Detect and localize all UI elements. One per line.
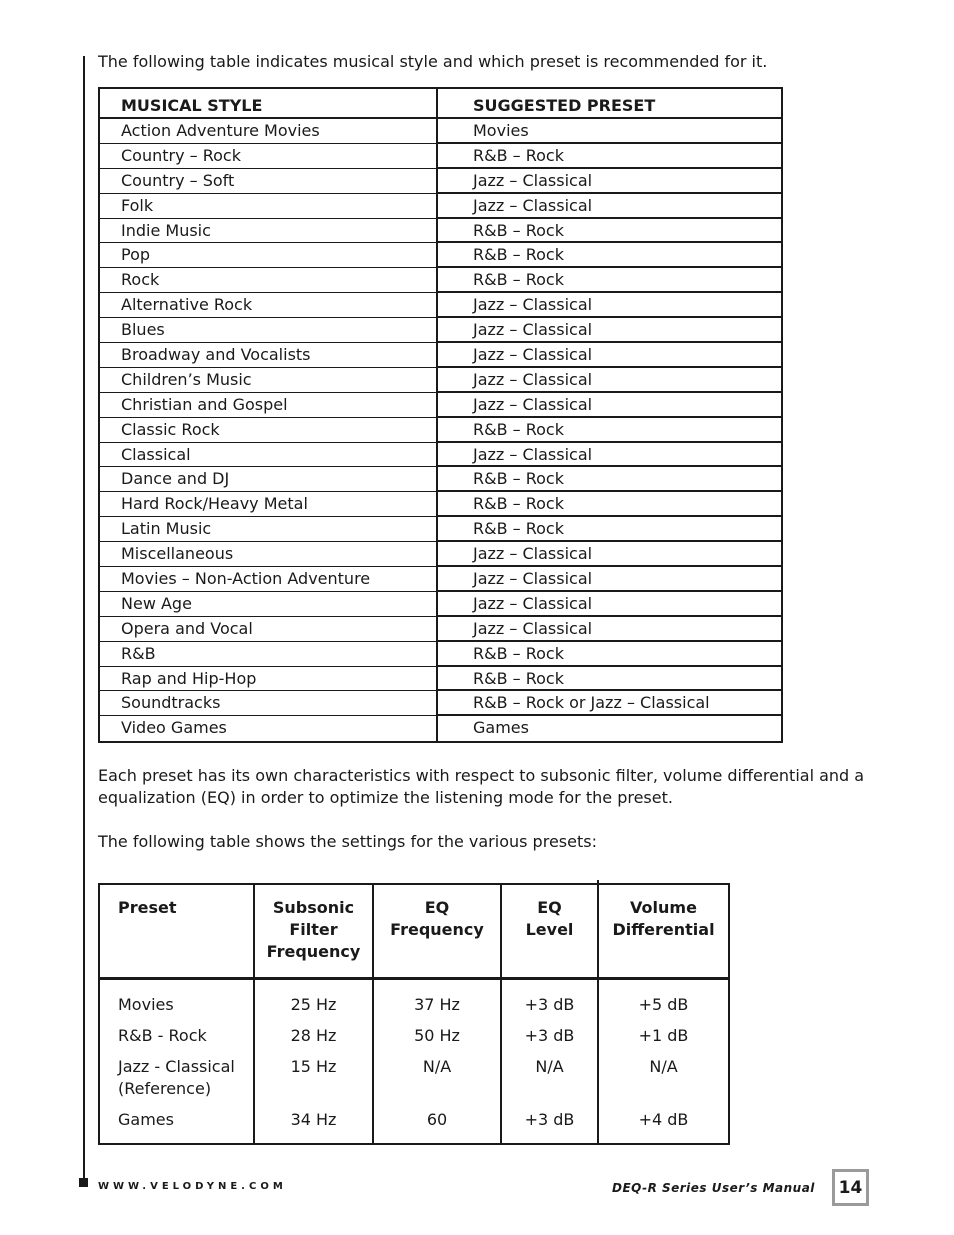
table-row — [100, 443, 781, 468]
preset-name-note: (Reference) — [118, 1079, 212, 1098]
suggested-preset-cell: Jazz – Classical — [438, 542, 781, 567]
column-header-subsonic — [255, 885, 374, 977]
table-row — [100, 243, 781, 268]
eq-level-column — [502, 980, 599, 1143]
musical-style-cell: Miscellaneous — [100, 542, 438, 567]
musical-style-cell: Movies – Non-Action Adventure — [100, 567, 438, 592]
subsonic-value: 25 Hz — [290, 995, 337, 1014]
table-row — [100, 642, 781, 667]
suggested-preset-cell: Jazz – Classical — [438, 194, 781, 219]
musical-style-cell: Soundtracks — [100, 691, 438, 716]
volume-value: +1 dB — [638, 1026, 689, 1045]
table-row — [100, 169, 781, 194]
musical-style-cell: Christian and Gospel — [100, 393, 438, 418]
suggested-preset-cell: Jazz – Classical — [438, 368, 781, 393]
suggested-preset-cell: R&B – Rock or Jazz – Classical — [438, 691, 781, 716]
musical-style-cell: Video Games — [100, 716, 438, 741]
table-row — [100, 318, 781, 343]
musical-style-cell: Hard Rock/Heavy Metal — [100, 492, 438, 517]
column-header-preset — [100, 885, 255, 977]
musical-style-cell: Rap and Hip-Hop — [100, 667, 438, 692]
table-row — [100, 542, 781, 567]
table-row — [100, 119, 781, 144]
table-row — [100, 617, 781, 642]
suggested-preset-cell: Games — [473, 718, 529, 738]
column-header-eq-level — [502, 885, 599, 977]
eq-frequency-column — [374, 980, 502, 1143]
musical-style-cell: Action Adventure Movies — [100, 119, 438, 144]
table-row — [100, 492, 781, 517]
musical-style-cell: Pop — [100, 243, 438, 268]
suggested-preset-cell: R&B – Rock — [438, 467, 781, 492]
column-header-suggested-preset: SUGGESTED PRESET — [438, 89, 781, 119]
table-row — [100, 219, 781, 244]
suggested-preset-cell: Jazz – Classical — [438, 169, 781, 194]
suggested-preset-cell: Jazz – Classical — [438, 592, 781, 617]
eq-level-value: +3 dB — [524, 995, 575, 1014]
suggested-preset-cell: R&B – Rock — [438, 144, 781, 169]
settings-intro-paragraph: The following table shows the settings for the various presets: — [98, 832, 597, 851]
eq-frequency-value: 37 Hz — [414, 995, 460, 1014]
suggested-preset-cell: Jazz – Classical — [438, 617, 781, 642]
suggested-preset-cell: Jazz – Classical — [438, 318, 781, 343]
table-row — [100, 667, 781, 692]
suggested-preset-cell: R&B – Rock — [438, 517, 781, 542]
musical-style-cell: Country – Rock — [100, 144, 438, 169]
subsonic-column — [255, 980, 374, 1143]
suggested-preset-cell: Movies — [438, 119, 781, 144]
musical-style-cell: Folk — [100, 194, 438, 219]
subsonic-value: 28 Hz — [290, 1026, 337, 1045]
page-number: 14 — [835, 1172, 866, 1203]
volume-differential-column — [599, 980, 728, 1143]
table-row — [100, 393, 781, 418]
preset-name: Movies — [118, 995, 174, 1014]
table-row — [100, 567, 781, 592]
table-header-row — [100, 89, 781, 119]
table-row — [100, 691, 781, 716]
musical-style-cell: Rock — [100, 268, 438, 293]
column-header-musical-style: MUSICAL STYLE — [100, 89, 438, 119]
header-preset-text: Preset — [118, 898, 177, 917]
suggested-preset-cell: Jazz – Classical — [438, 567, 781, 592]
page-number-box — [832, 1169, 869, 1206]
header-subsonic-line: Filter — [289, 920, 338, 939]
musical-style-table — [98, 87, 783, 743]
table-row — [100, 418, 781, 443]
table-row — [100, 293, 781, 318]
eq-frequency-value: N/A — [422, 1057, 452, 1076]
musical-style-cell: Children’s Music — [100, 368, 438, 393]
suggested-preset-cell: R&B – Rock — [438, 492, 781, 517]
preset-name: Jazz - Classical — [118, 1057, 235, 1076]
header-subsonic-line: Frequency — [266, 942, 361, 961]
settings-body — [100, 980, 728, 1143]
suggested-preset-cell: Jazz – Classical — [438, 293, 781, 318]
table-row — [100, 592, 781, 617]
header-eq-level-line: EQ — [537, 898, 562, 917]
volume-value: +5 dB — [638, 995, 689, 1014]
table-row — [100, 144, 781, 169]
table-row — [100, 467, 781, 492]
table-row — [100, 343, 781, 368]
suggested-preset-cell: R&B – Rock — [438, 219, 781, 244]
suggested-preset-cell: R&B – Rock — [438, 243, 781, 268]
intro-paragraph: The following table indicates musical style and which preset is recommended for it. — [98, 52, 768, 71]
preset-description-line-2: equalization (EQ) in order to optimize the listening mode for the preset. — [98, 788, 673, 807]
settings-header-row — [100, 885, 728, 980]
header-volume-line: Volume — [630, 898, 697, 917]
header-volume-line: Differential — [612, 920, 715, 939]
musical-style-cell: Latin Music — [100, 517, 438, 542]
eq-level-value: +3 dB — [524, 1026, 575, 1045]
musical-style-cell: Dance and DJ — [100, 467, 438, 492]
musical-style-cell: New Age — [100, 592, 438, 617]
eq-level-value: +3 dB — [524, 1110, 575, 1129]
table-row — [100, 517, 781, 542]
musical-style-cell: Classical — [100, 443, 438, 468]
header-subsonic-line: Subsonic — [272, 898, 355, 917]
column-header-eq-frequency — [374, 885, 502, 977]
table-row — [100, 716, 781, 741]
musical-style-cell: Alternative Rock — [100, 293, 438, 318]
header-eq-level-line: Level — [525, 920, 574, 939]
table-row — [100, 268, 781, 293]
suggested-preset-cell: R&B – Rock — [438, 268, 781, 293]
footer-manual-title: DEQ-R Series User’s Manual — [612, 1181, 815, 1195]
eq-frequency-value: 50 Hz — [414, 1026, 460, 1045]
preset-description-line-1: Each preset has its own characteristics with respect to subsonic filter, volume differential and a — [98, 766, 865, 785]
table-row — [100, 368, 781, 393]
subsonic-value: 15 Hz — [290, 1057, 337, 1076]
musical-style-cell: Broadway and Vocalists — [100, 343, 438, 368]
musical-style-cell: Country – Soft — [100, 169, 438, 194]
margin-marker — [79, 1178, 88, 1187]
eq-level-value: N/A — [535, 1057, 564, 1076]
musical-style-cell: Blues — [100, 318, 438, 343]
header-eq-frequency-line: Frequency — [390, 920, 484, 939]
preset-name: Games — [118, 1110, 174, 1129]
left-margin-rule — [83, 56, 85, 1178]
table-row — [100, 194, 781, 219]
table-body — [100, 119, 781, 741]
eq-frequency-value: 60 — [426, 1110, 448, 1129]
suggested-preset-cell: R&B – Rock — [438, 642, 781, 667]
musical-style-cell: Opera and Vocal — [100, 617, 438, 642]
volume-value: +4 dB — [638, 1110, 689, 1129]
preset-name: R&B - Rock — [118, 1026, 207, 1045]
suggested-preset-cell: Jazz – Classical — [438, 343, 781, 368]
subsonic-value: 34 Hz — [290, 1110, 337, 1129]
musical-style-cell: Indie Music — [100, 219, 438, 244]
suggested-preset-cell: Jazz – Classical — [438, 393, 781, 418]
preset-column — [100, 980, 255, 1143]
volume-value: N/A — [649, 1057, 678, 1076]
suggested-preset-cell: Jazz – Classical — [438, 443, 781, 468]
column-header-volume-differential — [599, 885, 728, 977]
suggested-preset-cell: R&B – Rock — [438, 667, 781, 692]
suggested-preset-cell: R&B – Rock — [438, 418, 781, 443]
musical-style-cell: Classic Rock — [100, 418, 438, 443]
musical-style-cell: R&B — [100, 642, 438, 667]
header-eq-frequency-line: EQ — [424, 898, 450, 917]
preset-settings-table — [98, 883, 730, 1145]
footer-website: WWW.VELODYNE.COM — [98, 1181, 287, 1192]
